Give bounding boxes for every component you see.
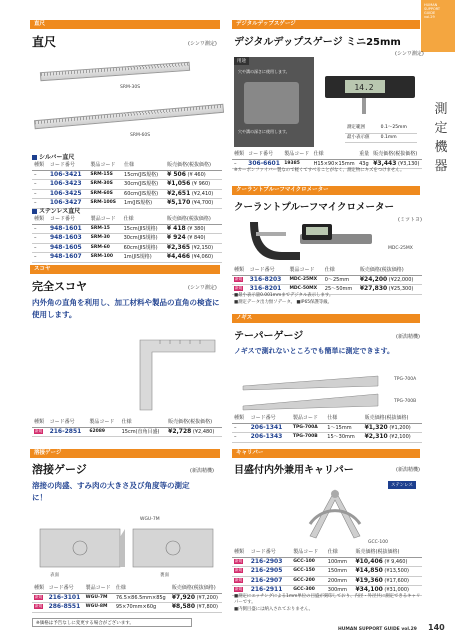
subheading-silver-text: シルバー直尺 [39, 154, 75, 161]
subheading-silver [32, 152, 74, 161]
subheading-steel [32, 206, 80, 215]
col-header: 仕様 [120, 418, 167, 427]
table-row [232, 275, 422, 285]
stainless-badge: ステンレス [388, 481, 416, 489]
col-header: 重量 [357, 150, 371, 159]
spec: 15〜30mm [325, 433, 362, 443]
price: ¥1,320 [364, 423, 388, 431]
price: ¥8,580 [171, 603, 195, 610]
table-header [232, 150, 422, 159]
col-header: コード番号 [249, 414, 291, 423]
usage-label: 用途 [234, 57, 249, 65]
ruler-image-60 [34, 104, 224, 130]
spec: 30cm(JIS規格) [122, 234, 165, 244]
product-code: SRM-60 [89, 243, 122, 253]
tax-price: (¥7,200) [196, 594, 218, 601]
new-badge: 新規 [235, 558, 242, 563]
table-header [32, 161, 222, 170]
spec: 60cm(JIS規格) [122, 243, 165, 253]
price: ¥24,200 [359, 275, 388, 283]
table-header [32, 215, 222, 224]
new-badge: 新規 [35, 428, 42, 433]
usage-text-1: 穴や溝の深さに使用します。 [238, 69, 290, 74]
maker-ruler: (シンワ測定) [188, 41, 217, 47]
tax-price: (¥13,500) [384, 568, 409, 574]
col-header: 仕様 [122, 215, 165, 224]
table-row: – 948-1605 SRM-60 60cm(JIS規格) ¥2,365 (¥2,150) [32, 243, 222, 253]
footer-guide: HUMAN SUPPORT GUIDE vol.29 [338, 627, 417, 632]
col-header: 販売価格(税抜価格) [371, 150, 422, 159]
tax-price: (¥2,410) [191, 190, 214, 197]
table-header [32, 584, 222, 593]
tax-price: (¥3,130) [398, 160, 420, 167]
product-title-ruler: 直尺 [32, 35, 57, 49]
col-header: 販売価格(税抜価格) [165, 161, 222, 170]
caliper-note-1: ■測定にエッチングによる1mm単位の目盛が刻印しており、内径・外径共に測定できるキャリパーです。 [234, 594, 421, 605]
price: ¥2,310 [364, 433, 388, 440]
depth-spec-table [345, 124, 417, 143]
table-row [32, 427, 222, 437]
maker-weld: (新潟精機) [190, 468, 214, 474]
taper-gauge-image [238, 372, 388, 412]
product-title-depth: デジタルデップスゲージ ミニ25mm [234, 37, 401, 48]
product-title-taper: テーパーゲージ [234, 331, 304, 342]
price: ¥7,920 [171, 593, 195, 601]
code-number: 216-2851 [48, 427, 88, 437]
category-header-taper: ノギス [232, 314, 420, 323]
side-tab [421, 0, 455, 52]
weld-gauge-image [35, 525, 220, 575]
col-header: 仕様 [323, 266, 358, 275]
new-badge: 新規 [235, 276, 242, 281]
code-number: 948-1605 [48, 243, 89, 253]
col-header: 仕様 [114, 584, 170, 593]
code-number: 106-3427 [48, 199, 88, 209]
new-badge: 新規 [35, 604, 42, 608]
col-header: コード番号 [48, 418, 88, 427]
tax-price: (¥ 9,460) [384, 558, 408, 565]
col-header: 販売価格(税抜価格) [363, 414, 422, 423]
col-header: 種類 [232, 150, 246, 159]
price: ¥4,466 [166, 253, 191, 260]
spec: 300mm [326, 586, 354, 596]
col-header: 種類 [32, 418, 48, 427]
new-badge: 新規 [235, 577, 242, 582]
price: ¥2,365 [166, 243, 191, 251]
depth-note: ※カーボンファイバー製なので軽くてすべることがなく、測定物にキズをつけません。 [234, 168, 405, 173]
price: ¥27,830 [359, 285, 388, 292]
spec: 76.5×86.5mm×85g [114, 593, 170, 603]
tax-price: (¥4,700) [191, 200, 214, 206]
product-code: GCC-300 [291, 586, 326, 596]
product-code: SRM-100 [89, 253, 122, 263]
weight: 43g [357, 159, 371, 169]
code-number: 106-3421 [48, 170, 88, 180]
category-header-ruler: 直尺 [30, 20, 220, 29]
weld-back-label: 裏面 [160, 573, 169, 578]
col-header: 仕様 [325, 414, 362, 423]
table-square [32, 418, 222, 437]
product-code: SRM-30 [89, 234, 122, 244]
table-header [232, 414, 422, 423]
code-number: 206-1343 [249, 433, 291, 443]
product-code: GCC-100 [291, 557, 326, 567]
spec-value: 0.1〜25mm [379, 124, 417, 133]
micro-label: MDC-25MX [388, 246, 413, 251]
price: ¥14,850 [355, 567, 383, 574]
table-row: – 106-3421 SRM-15S 15cm(JIS規格) ¥ 506 (¥ 460) [32, 170, 222, 180]
table-row: – 106-3423 SRM-30S 30cm(JIS規格) ¥1,056 (¥ 960) [32, 180, 222, 190]
col-header: 販売価格(税抜価格) [358, 266, 422, 275]
col-header: 製品コード [282, 150, 311, 159]
category-header-depth: デジタルデップスゲージ [232, 20, 420, 29]
col-header: コード番号 [47, 584, 84, 593]
table-row: – 306-6601 19385 H15×90×15mm 43g ¥3,443 (¥3,130) [232, 159, 422, 169]
price: ¥34,100 [355, 586, 383, 593]
table-weld [32, 584, 222, 613]
tax-price: (¥ 840) [187, 235, 206, 241]
tax-price: (¥22,000) [388, 276, 414, 283]
tax-price: (¥4,060) [191, 254, 214, 260]
col-header: 種類 [32, 215, 48, 224]
tax-price: (¥25,300) [388, 286, 414, 292]
side-chapter-title [433, 100, 449, 176]
col-header: 製品コード [87, 418, 119, 427]
table-taper [232, 414, 422, 443]
product-code: SRM-60S [88, 189, 122, 199]
spec: 15cm(JIS規格) [122, 170, 165, 180]
col-header: 種類 [232, 548, 249, 557]
price: ¥ 418 [166, 224, 186, 232]
square-image [130, 330, 220, 415]
col-header: 種類 [232, 414, 249, 423]
code-number: 316-8203 [248, 275, 288, 285]
price: ¥1,056 [167, 180, 191, 187]
price: ¥ 924 [166, 234, 186, 241]
usage-text-2: 穴や溝の深さに使用します。 [238, 129, 290, 134]
side-char: 器 [434, 159, 448, 174]
spec-row [345, 124, 417, 133]
spec: 200mm [326, 576, 354, 586]
spec: 150mm [326, 567, 354, 577]
maker-square: (シンワ測定) [188, 285, 217, 291]
col-header: 種類 [232, 266, 248, 275]
side-char: 測 [434, 102, 448, 117]
spec: H15×90×15mm [312, 159, 357, 169]
product-code: SRM-30S [88, 180, 122, 190]
code-number: 948-1603 [48, 234, 89, 244]
table-row [232, 576, 422, 586]
col-header: コード番号 [48, 161, 88, 170]
product-title-micro: クーラントプルーフマイクロメーター [234, 202, 394, 213]
product-code: MDC-50MX [287, 285, 322, 295]
side-char: 機 [434, 140, 448, 155]
col-header: 仕様 [326, 548, 354, 557]
code-number: 106-3423 [48, 180, 88, 190]
page-number: 140 [428, 623, 445, 632]
code-number: 948-1601 [48, 224, 89, 234]
col-header: 仕様 [312, 150, 357, 159]
caliper-label: GCC-100 [368, 540, 388, 545]
code-number: 216-2903 [249, 557, 292, 567]
price: ¥2,728 [168, 427, 192, 435]
table-header [32, 418, 222, 427]
maker-taper: (新潟精機) [396, 334, 420, 340]
col-header: 種類 [32, 161, 48, 170]
code-number: 948-1607 [48, 253, 89, 263]
product-code: GCC-200 [291, 576, 326, 586]
product-code: SRM-15 [89, 224, 122, 234]
product-title-caliper: 目盛付内外兼用キャリパー [234, 465, 354, 476]
micro-note-1: ■最小表示量0.001mmまでデジタル表示します。 [234, 293, 334, 298]
table-row [32, 603, 222, 613]
product-code: MDC-25MX [287, 275, 322, 285]
tax-price: (¥ 460) [187, 171, 206, 178]
code-number: 306-6601 [246, 159, 282, 169]
tax-price: (¥ 380) [187, 225, 206, 232]
code-number: 216-2905 [249, 567, 292, 577]
table-row: – 948-1601 SRM-15 15cm(JIS規格) ¥ 418 (¥ 380) [32, 224, 222, 234]
subheading-steel-text: ステンレス直尺 [39, 208, 81, 215]
spec: 30cm(JIS規格) [122, 180, 165, 190]
spec: 25〜50mm [323, 285, 358, 295]
usage-photo [244, 82, 299, 124]
price: ¥19,360 [355, 576, 383, 584]
col-header: 製品コード [89, 215, 122, 224]
spec: 95×70mm×60g [114, 603, 170, 613]
maker-depth: (シンワ測定) [395, 51, 424, 57]
col-header: 製品コード [287, 266, 322, 275]
side-tab-line: HUMAN [424, 3, 438, 7]
spec: 1m(JIS規格) [122, 253, 165, 263]
weld-label: WGU-7M [140, 517, 160, 522]
side-tab-line: SUPPORT [424, 7, 441, 11]
col-header: 販売価格(税抜価格) [165, 215, 222, 224]
price: ¥ 506 [167, 170, 186, 178]
product-code: 19385 [282, 159, 311, 169]
tax-price: (¥17,600) [384, 577, 409, 584]
code-number: 106-3425 [48, 189, 88, 199]
code-number: 216-3101 [47, 593, 84, 603]
code-number: 216-2911 [249, 586, 292, 596]
code-number: 216-2907 [249, 576, 292, 586]
col-header: 種類 [32, 584, 47, 593]
product-title-square: 完全スコヤ [32, 280, 87, 293]
table-caliper [232, 548, 422, 596]
new-badge: 新規 [35, 594, 42, 599]
tax-price: (¥2,150) [191, 244, 214, 251]
side-char: 定 [434, 121, 448, 136]
table-row: – 948-1607 SRM-100 1m(JIS規格) ¥4,466 (¥4,060) [32, 253, 222, 263]
table-header [232, 266, 422, 275]
spec: 100mm [326, 557, 354, 567]
col-header: 製品コード [88, 161, 122, 170]
code-number: 206-1341 [249, 423, 291, 433]
taper-label-a: TPG-700A [394, 377, 417, 382]
price: ¥10,406 [355, 557, 383, 565]
side-tab-text [424, 3, 440, 19]
side-tab-line: GUIDE [424, 11, 436, 15]
spec-label: 最小表示値 [345, 133, 379, 143]
table-row [32, 593, 222, 603]
table-depth [232, 150, 422, 169]
tax-price: (¥1,200) [389, 424, 411, 431]
spec: 1〜15mm [325, 423, 362, 433]
product-code: TPG-700A [291, 423, 325, 433]
tax-price: (¥31,000) [384, 587, 409, 593]
square-description: 内外角の直角を利用し、加工材料や製品の直角の検査に使用します。 [32, 298, 220, 319]
spec: 60cm(JIS規格) [122, 189, 165, 199]
ruler-label-30: SRM-30S [120, 85, 141, 90]
category-header-square: スコヤ [30, 265, 220, 274]
micrometer-image [240, 212, 380, 267]
maker-micro: (ミツトヨ) [398, 217, 422, 223]
product-code: 62089 [87, 427, 119, 437]
spec-label: 測定範囲 [345, 124, 379, 133]
caliper-note-2: ■内側目盛には納入されておりません。 [234, 607, 314, 612]
ruler-image-30 [40, 62, 190, 81]
col-header: 仕様 [122, 161, 165, 170]
table-row: – 948-1603 SRM-30 30cm(JIS規格) ¥ 924 (¥ 840) [32, 234, 222, 244]
caliper-image [290, 484, 380, 544]
table-micro [232, 266, 422, 295]
col-header: 販売価格(税抜価格) [166, 418, 222, 427]
tax-price: (¥2,480) [192, 428, 215, 435]
tax-price: (¥ 960) [191, 181, 211, 187]
ruler-label-60: SRM-60S [130, 133, 151, 138]
category-header-micro: クーラントプルーフマイクロメーター [232, 186, 420, 195]
col-header: 製品コード [84, 584, 114, 593]
table-row: – 106-3425 SRM-60S 60cm(JIS規格) ¥2,651 (¥2,410) [32, 189, 222, 199]
price: ¥2,651 [167, 189, 191, 197]
col-header: 製品コード [291, 548, 326, 557]
category-header-caliper: キャリパー [232, 449, 420, 458]
side-tab-line: vol.29 [424, 15, 435, 19]
product-code: TPG-700B [291, 433, 325, 443]
code-number: 316-8201 [248, 285, 288, 295]
col-header: コード番号 [249, 548, 292, 557]
col-header: 販売価格(税抜価格) [354, 548, 423, 557]
col-header: コード番号 [48, 215, 89, 224]
spec: 1m(JIS規格) [122, 199, 165, 209]
col-header: 販売価格(税抜価格) [170, 584, 222, 593]
product-code: SRM-15S [88, 170, 122, 180]
new-badge: 新規 [235, 286, 242, 290]
product-code: SRM-100S [88, 199, 122, 209]
product-code: WGU-7M [84, 593, 114, 603]
depth-usage-box [234, 57, 314, 147]
table-row [232, 557, 422, 567]
price: ¥5,170 [167, 199, 191, 206]
spec: 15cm(直角目盛) [120, 427, 167, 437]
new-badge: 新規 [235, 587, 242, 591]
new-badge: 新規 [235, 568, 242, 572]
tax-price: (¥2,100) [389, 434, 411, 440]
col-header: コード番号 [246, 150, 282, 159]
product-title-weld: 溶接ゲージ [32, 463, 87, 476]
spec: 15cm(JIS規格) [122, 224, 165, 234]
code-number: 286-8551 [47, 603, 84, 613]
table-row: – 206-1343 TPG-700B 15〜30mm ¥2,310 (¥2,100) [232, 433, 422, 443]
product-code: GCC-150 [291, 567, 326, 577]
table-header [232, 548, 422, 557]
maker-caliper: (新潟精機) [396, 467, 420, 473]
col-header: 製品コード [291, 414, 325, 423]
table-row: – 206-1341 TPG-700A 1〜15mm ¥1,320 (¥1,200) [232, 423, 422, 433]
depth-gauge-image [320, 68, 420, 118]
spec-value: 0.1mm [379, 133, 417, 143]
spec-row [345, 133, 417, 143]
micro-note-2: ■測定データ出力無ソデータ。 ■IP65保護等級。 [234, 300, 332, 305]
weld-description: 溶接の肉盛、すみ肉の大きさ及び角度等の測定に！ [32, 481, 190, 502]
svg-text:14.2: 14.2 [354, 83, 374, 92]
table-row: – 106-3427 SRM-100S 1m(JIS規格) ¥5,170 (¥4,700) [32, 199, 222, 209]
spec: 0〜25mm [323, 275, 358, 285]
table-silver-ruler [32, 161, 222, 209]
col-header: コード番号 [248, 266, 288, 275]
tax-price: (¥7,800) [196, 604, 218, 610]
category-header-weld: 溶接ゲージ [30, 449, 220, 458]
table-row [232, 567, 422, 577]
weld-front-label: 表面 [50, 573, 59, 578]
taper-label-b: TPG-700B [394, 399, 417, 404]
taper-description: ノギスで測れないところでも簡単に測定できます。 [234, 347, 394, 355]
price-notice: ※価格は予告なしに変更する場合がございます。 [32, 618, 192, 627]
product-code: WGU-8M [84, 603, 114, 613]
table-steel-ruler [32, 215, 222, 263]
price: ¥3,443 [373, 159, 397, 167]
